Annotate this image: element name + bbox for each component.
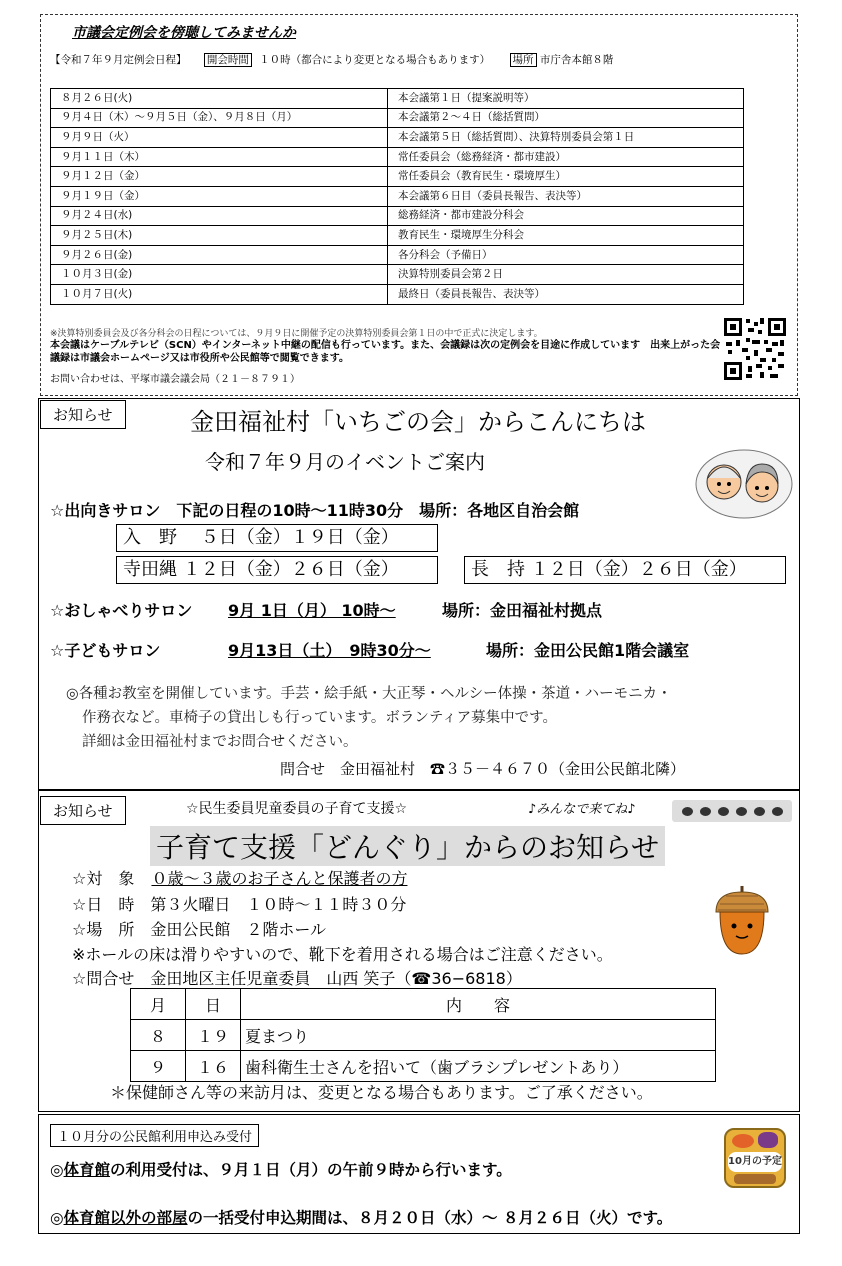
donguri-datetime: ☆日 時 第３火曜日 １０時～１１時３０分 <box>72 895 407 914</box>
place-text: 市庁舎本館８階 <box>539 54 614 66</box>
october-badge <box>724 1128 786 1188</box>
schedule-date: ９月２５日(木) <box>51 226 388 246</box>
schedule-date: ９月１２日（金） <box>51 167 388 187</box>
schedule-label: 【令和７年９月定例会日程】 <box>50 54 187 66</box>
acorn-row-icon <box>672 800 792 822</box>
donguri-caution: ※ホールの床は滑りやすいので、靴下を着用される場合はご注意ください。 <box>72 945 613 964</box>
schedule-date: ９月１１日（木） <box>51 147 388 167</box>
schedule-date: ８月２６日(火) <box>51 89 388 109</box>
schedule-row <box>51 147 744 167</box>
donguri-footnote: ＊保健師さん等の来訪月は、変更となる場合もあります。ご了承ください。 <box>110 1083 653 1102</box>
schedule-content: 総務経済・都市建設分科会 <box>388 206 744 226</box>
ichigo-title: 金田福祉村「いちごの会」からこんにちは <box>190 408 646 436</box>
gym-line <box>50 1158 512 1180</box>
schedule-row <box>51 206 744 226</box>
schedule-row <box>51 284 744 304</box>
october-badge-text: 10月の予定 <box>728 1152 782 1172</box>
salon2-label: ☆おしゃべりサロン <box>50 601 193 620</box>
council-note-3: お問い合わせは、平塚市議会議会局（２１－８７９１） <box>50 374 300 385</box>
schedule-content: 本会議第２～４日（総括質問） <box>388 108 744 128</box>
schedule-row <box>51 226 744 246</box>
time-text: １０時（都合により変更となる場合もあります） <box>259 54 491 66</box>
donguri-header-cell: 月 <box>131 989 186 1020</box>
schedule-content: 最終日（委員長報告、表決等） <box>388 284 744 304</box>
schedule-content: 教育民生・環境厚生分科会 <box>388 226 744 246</box>
place-label: 場所 <box>510 53 537 67</box>
donguri-title: 子育て支援「どんぐり」からのお知らせ <box>150 826 665 866</box>
notice-tag: お知らせ <box>40 400 126 429</box>
salon3-date: 9月13日（土） 9時30分～ <box>228 641 431 660</box>
ichigo-note-1: ◎各種お教室を開催しています。手芸・絵手紙・大正琴・ヘルシー体操・茶道・ハーモニカ・ <box>66 686 672 702</box>
salon2-date: 9月 1日（月） 10時～ <box>228 601 396 620</box>
schedule-row <box>51 89 744 109</box>
donguri-table-row <box>131 1051 716 1082</box>
schedule-row <box>51 108 744 128</box>
ichigo-notes <box>66 682 796 754</box>
donguri-table <box>130 988 716 1082</box>
council-schedule-table <box>50 88 744 305</box>
schedule-row <box>51 167 744 187</box>
council-title: 市議会定例会を傍聴してみませんか <box>72 25 296 41</box>
council-note-1: ※決算特別委員会及び各分科会の日程については、９月９日に開催予定の決算特別委員会第１日の中で正式に決定します。 <box>50 329 543 339</box>
kominkan-header: １０月分の公民館利用申込み受付 <box>50 1124 259 1147</box>
schedule-date: ９月２６日(金) <box>51 245 388 265</box>
donguri-target <box>72 866 407 889</box>
gym-mark: ◎ <box>50 1161 64 1179</box>
schedule-content: 各分科会（予備日） <box>388 245 744 265</box>
schedule-content: 本会議第５日（総括質問）、決算特別委員会第１日 <box>388 128 744 148</box>
donguri-subtitle-2: ♪みんなで来てね♪ <box>528 802 636 817</box>
rooms-line <box>50 1206 672 1228</box>
donguri-contact: ☆問合せ 金田地区主任児童委員 山西 笑子（☎36−6818） <box>72 969 522 988</box>
area-irino: 入 野 ５日（金）１９日（金） <box>116 524 438 552</box>
elderly-couple-icon <box>694 446 794 520</box>
target-label: ☆対 象 <box>72 869 135 888</box>
notice-tag-2: お知らせ <box>40 796 126 825</box>
time-label: 開会時間 <box>204 53 252 67</box>
schedule-content: 本会議第６日目（委員長報告、表決等） <box>388 186 744 206</box>
donguri-header-cell: 日 <box>186 989 241 1020</box>
donguri-month: ９ <box>131 1051 186 1082</box>
donguri-header-cell: 内 容 <box>241 989 716 1020</box>
schedule-content: 本会議第１日（提案説明等） <box>388 89 744 109</box>
schedule-date: １０月３日(金) <box>51 265 388 285</box>
salon3-place: 場所：金田公民館1階会議室 <box>486 641 690 660</box>
salon3-label: ☆子どもサロン <box>50 641 161 660</box>
donguri-day: １９ <box>186 1020 241 1051</box>
acorn-icon <box>712 884 772 958</box>
donguri-table-header <box>131 989 716 1020</box>
gym-text: の利用受付は、９月１日（月）の午前９時から行います。 <box>110 1161 512 1179</box>
donguri-content: 夏まつり <box>241 1020 716 1051</box>
rooms-label: 体育館以外の部屋 <box>63 1209 188 1227</box>
donguri-month: ８ <box>131 1020 186 1051</box>
qr-code-icon[interactable] <box>722 316 788 382</box>
area-nagamochi: 長 持 １２日（金）２６日（金） <box>464 556 786 584</box>
ichigo-note-3: 詳細は金田福祉村までお問合せください。 <box>82 734 358 750</box>
salon2-place: 場所：金田福祉村拠点 <box>442 601 603 620</box>
target-value: ０歳～３歳のお子さんと保護者の方 <box>151 869 408 888</box>
schedule-row <box>51 186 744 206</box>
schedule-date: ９月９日（火） <box>51 128 388 148</box>
donguri-place: ☆場 所 金田公民館 ２階ホール <box>72 920 327 939</box>
donguri-table-row <box>131 1020 716 1051</box>
gym-label: 体育館 <box>63 1161 111 1179</box>
ichigo-note-2: 作務衣など。車椅子の貸出しも行っています。ボランティア募集中です。 <box>82 710 558 726</box>
schedule-content: 決算特別委員会第２日 <box>388 265 744 285</box>
rooms-mark: ◎ <box>50 1209 64 1227</box>
donguri-subtitle: ☆民生委員児童委員の子育て支援☆ <box>186 801 408 817</box>
salon1-line: ☆出向きサロン 下記の日程の10時～11時30分 場所：各地区自治会館 <box>50 501 580 520</box>
schedule-date: ９月１９日（金） <box>51 186 388 206</box>
ichigo-contact: 問合せ 金田福祉村 ☎３５－４６７０（金田公民館北隣） <box>280 760 686 778</box>
rooms-text: の一括受付申込期間は、８月２０日（水）～ ８月２６日（火）です。 <box>187 1209 673 1227</box>
schedule-date: １０月７日(火) <box>51 284 388 304</box>
schedule-row <box>51 245 744 265</box>
schedule-row <box>51 128 744 148</box>
schedule-content: 常任委員会（総務経済・都市建設） <box>388 147 744 167</box>
schedule-date: ９月４日（木）～９月５日（金）、９月８日（月） <box>51 108 388 128</box>
donguri-content: 歯科衛生士さんを招いて（歯ブラシプレゼントあり） <box>241 1051 716 1082</box>
council-info <box>50 52 613 67</box>
ichigo-subtitle: 令和７年９月のイベントご案内 <box>205 450 485 474</box>
donguri-day: １６ <box>186 1051 241 1082</box>
area-teradanawa: 寺田縄 １２日（金）２６日（金） <box>116 556 438 584</box>
schedule-row <box>51 265 744 285</box>
council-note-2: 本会議はケーブルテレビ（SCN）やインターネット中継の配信も行っています。また、会議録は次の定例会を目途に作成しています 出来上がった会議録は市議会ホームページ又は市役所や公民館等で閲覧できます。 <box>50 340 721 364</box>
schedule-content: 常任委員会（教育民生・環境厚生） <box>388 167 744 187</box>
schedule-date: ９月２４日(水) <box>51 206 388 226</box>
